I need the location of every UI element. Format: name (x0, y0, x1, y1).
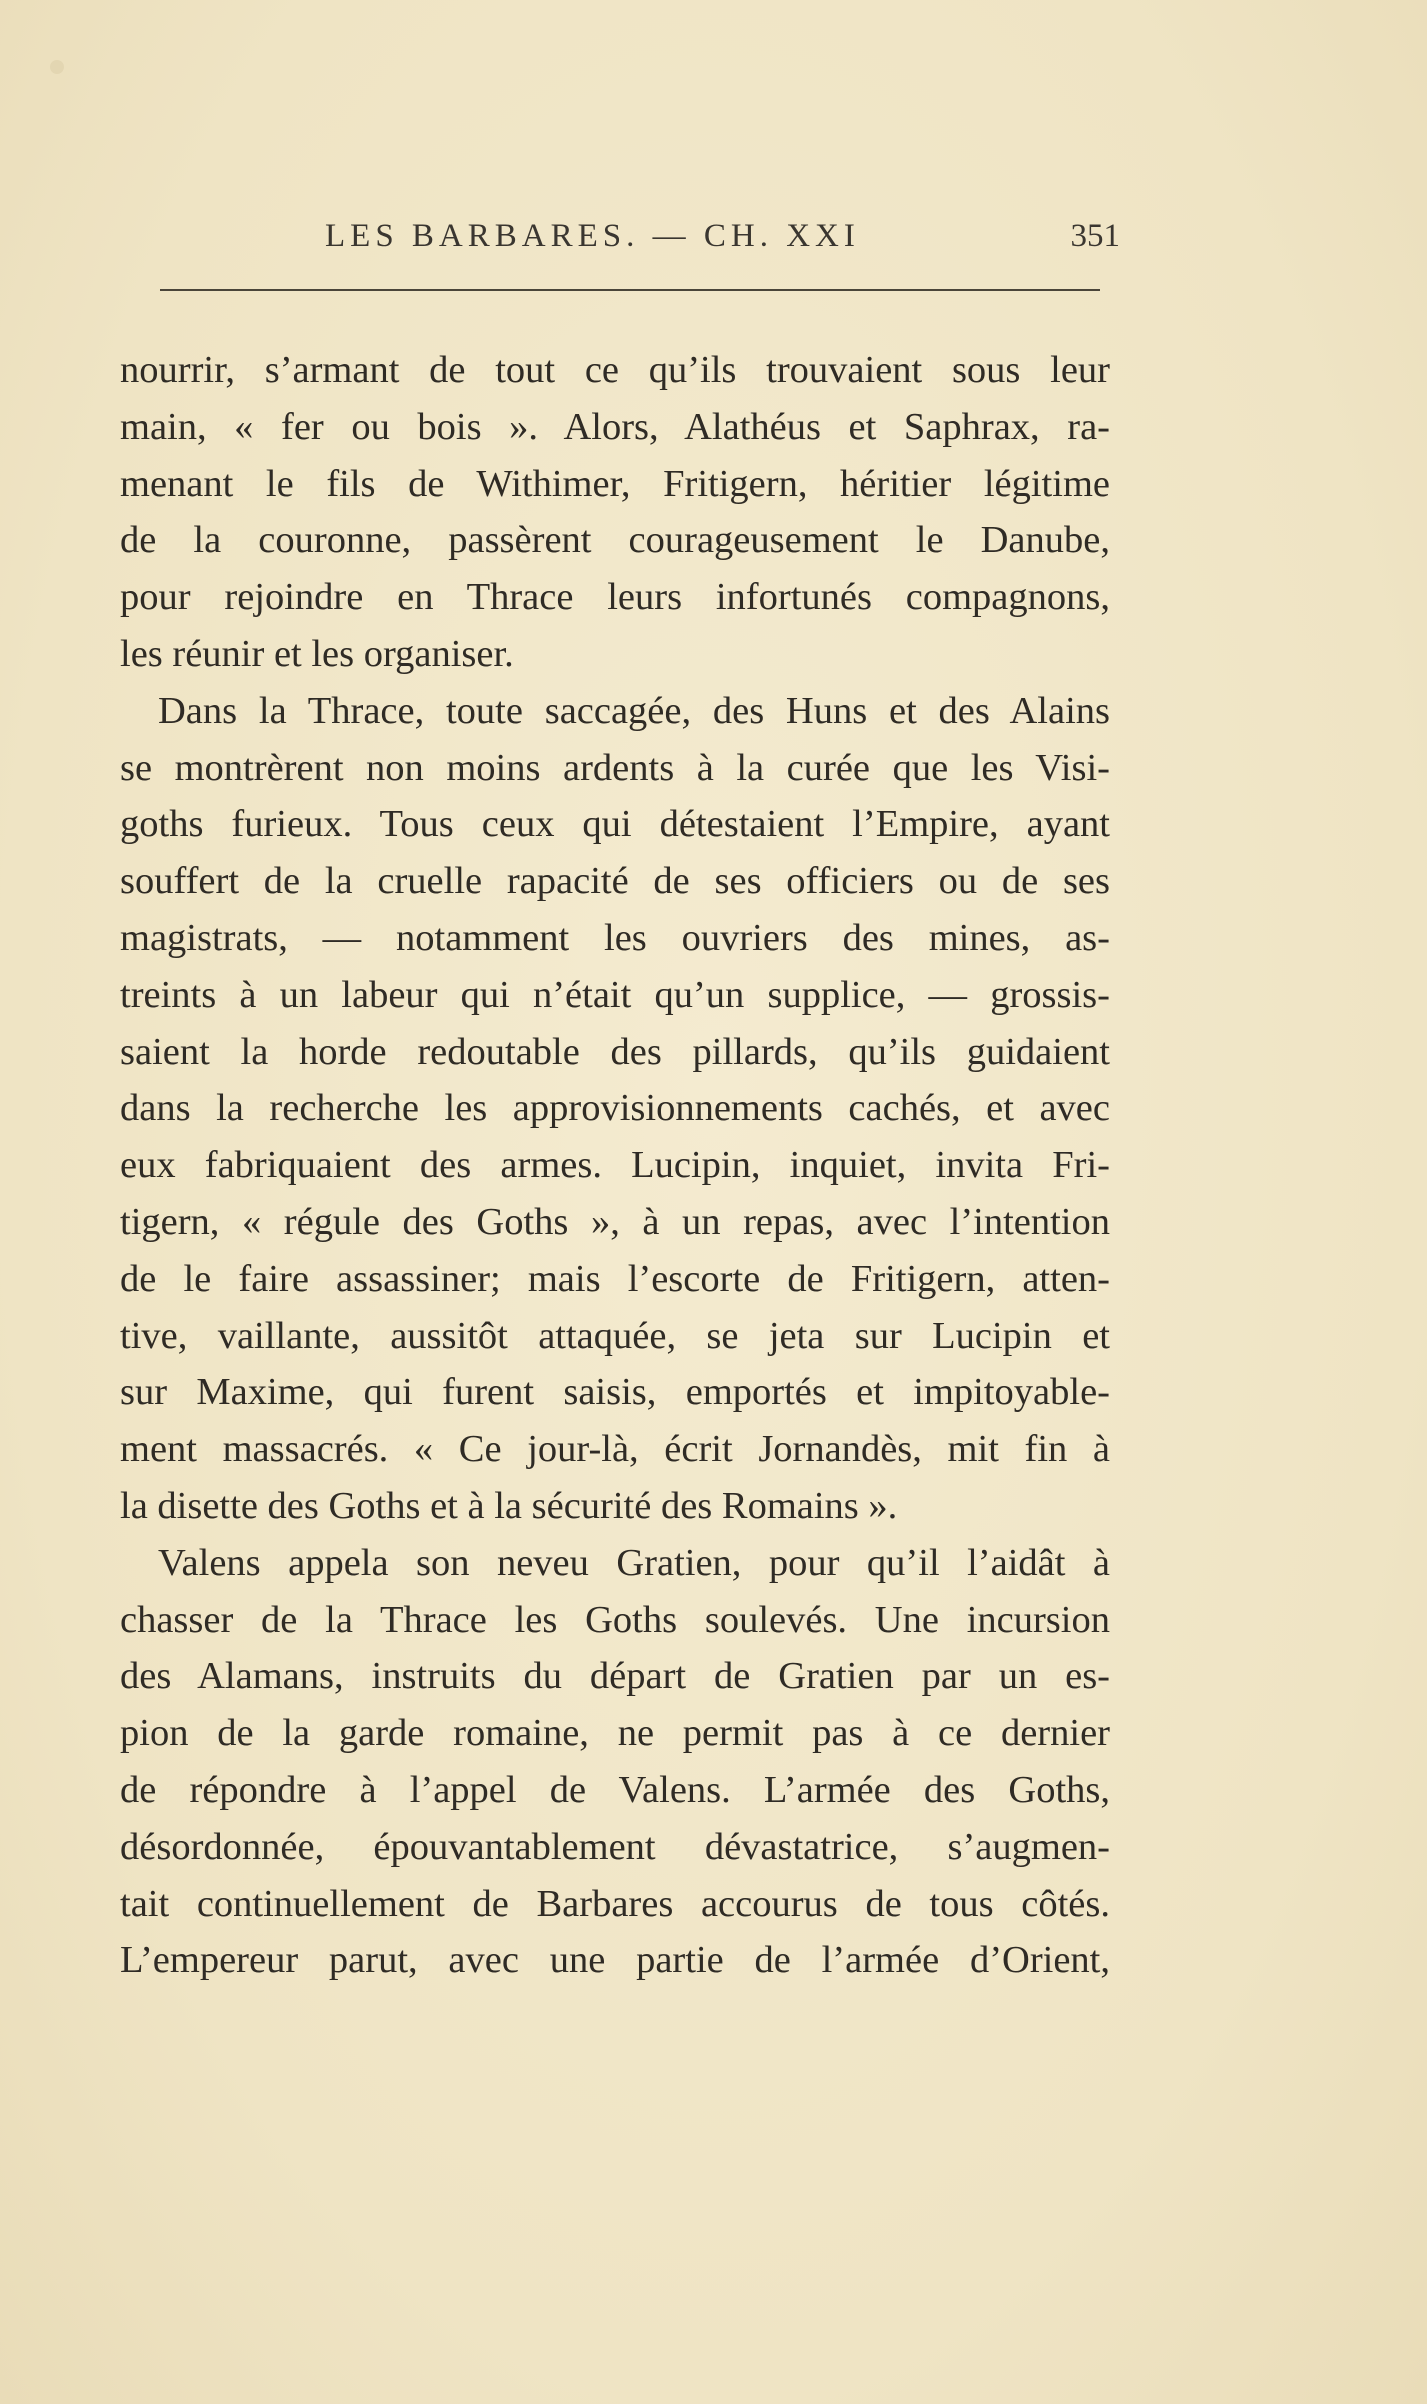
text-line: eux fabriquaient des armes. Lucipin, inquiet, invita Fri- (120, 1144, 1110, 1187)
text-line: désordonnée, épouvantablement dévastatrice, s’augmen- (120, 1825, 1110, 1868)
paragraph-3 (120, 1535, 1110, 1989)
text-line: sur Maxime, qui furent saisis, emportés et impitoyable- (120, 1371, 1110, 1414)
text-line: treints à un labeur qui n’était qu’un supplice, — grossis- (120, 973, 1110, 1016)
paper-stain (50, 60, 64, 74)
text-line: les réunir et les organiser. (120, 632, 514, 675)
text-line: tait continuellement de Barbares accourus de tous côtés. (120, 1882, 1110, 1925)
text-line: main, « fer ou bois ». Alors, Alathéus et Saphrax, ra- (120, 405, 1110, 448)
text-line: de la couronne, passèrent courageusement le Danube, (120, 519, 1110, 562)
text-line: la disette des Goths et à la sécurité des Romains ». (120, 1484, 898, 1527)
header-rule (160, 289, 1100, 291)
paragraph-1 (120, 342, 1110, 683)
running-title: LES BARBARES. — CH. XXI (325, 218, 860, 254)
text-line: chasser de la Thrace les Goths soulevés. Une incursion (120, 1598, 1110, 1641)
text-line: dans la recherche les approvisionnements cachés, et avec (120, 1087, 1110, 1130)
running-head (120, 218, 1120, 268)
text-line: L’empereur parut, avec une partie de l’armée d’Orient, (120, 1939, 1110, 1982)
text-line: de le faire assassiner; mais l’escorte de Fritigern, atten- (120, 1257, 1110, 1300)
text-line: souffert de la cruelle rapacité de ses officiers ou de ses (120, 860, 1110, 903)
page-number: 351 (1070, 218, 1120, 254)
text-line: ment massacrés. « Ce jour-là, écrit Jornandès, mit fin à (120, 1428, 1110, 1471)
text-line: menant le fils de Withimer, Fritigern, héritier légitime (120, 462, 1110, 505)
text-line: de répondre à l’appel de Valens. L’armée des Goths, (120, 1768, 1110, 1811)
text-line: tive, vaillante, aussitôt attaquée, se jeta sur Lucipin et (120, 1314, 1110, 1357)
text-line: se montrèrent non moins ardents à la curée que les Visi- (120, 746, 1110, 789)
text-line: saient la horde redoutable des pillards, qu’ils guidaient (120, 1030, 1110, 1073)
text-line: goths furieux. Tous ceux qui détestaient l’Empire, ayant (120, 803, 1110, 846)
text-line: tigern, « régule des Goths », à un repas, avec l’intention (120, 1200, 1110, 1243)
text-line: nourrir, s’armant de tout ce qu’ils trouvaient sous leur (120, 349, 1110, 391)
text-line: des Alamans, instruits du départ de Gratien par un es- (120, 1655, 1110, 1698)
body-text (120, 342, 1110, 1989)
text-line: Valens appela son neveu Gratien, pour qu’il l’aidât à (158, 1541, 1110, 1584)
text-line: Dans la Thrace, toute saccagée, des Huns et des Alains (158, 689, 1110, 732)
paragraph-2 (120, 683, 1110, 1535)
text-line: pour rejoindre en Thrace leurs infortunés compagnons, (120, 576, 1110, 619)
text-line: pion de la garde romaine, ne permit pas à ce dernier (120, 1712, 1110, 1755)
text-line: magistrats, — notamment les ouvriers des mines, as- (120, 916, 1110, 959)
